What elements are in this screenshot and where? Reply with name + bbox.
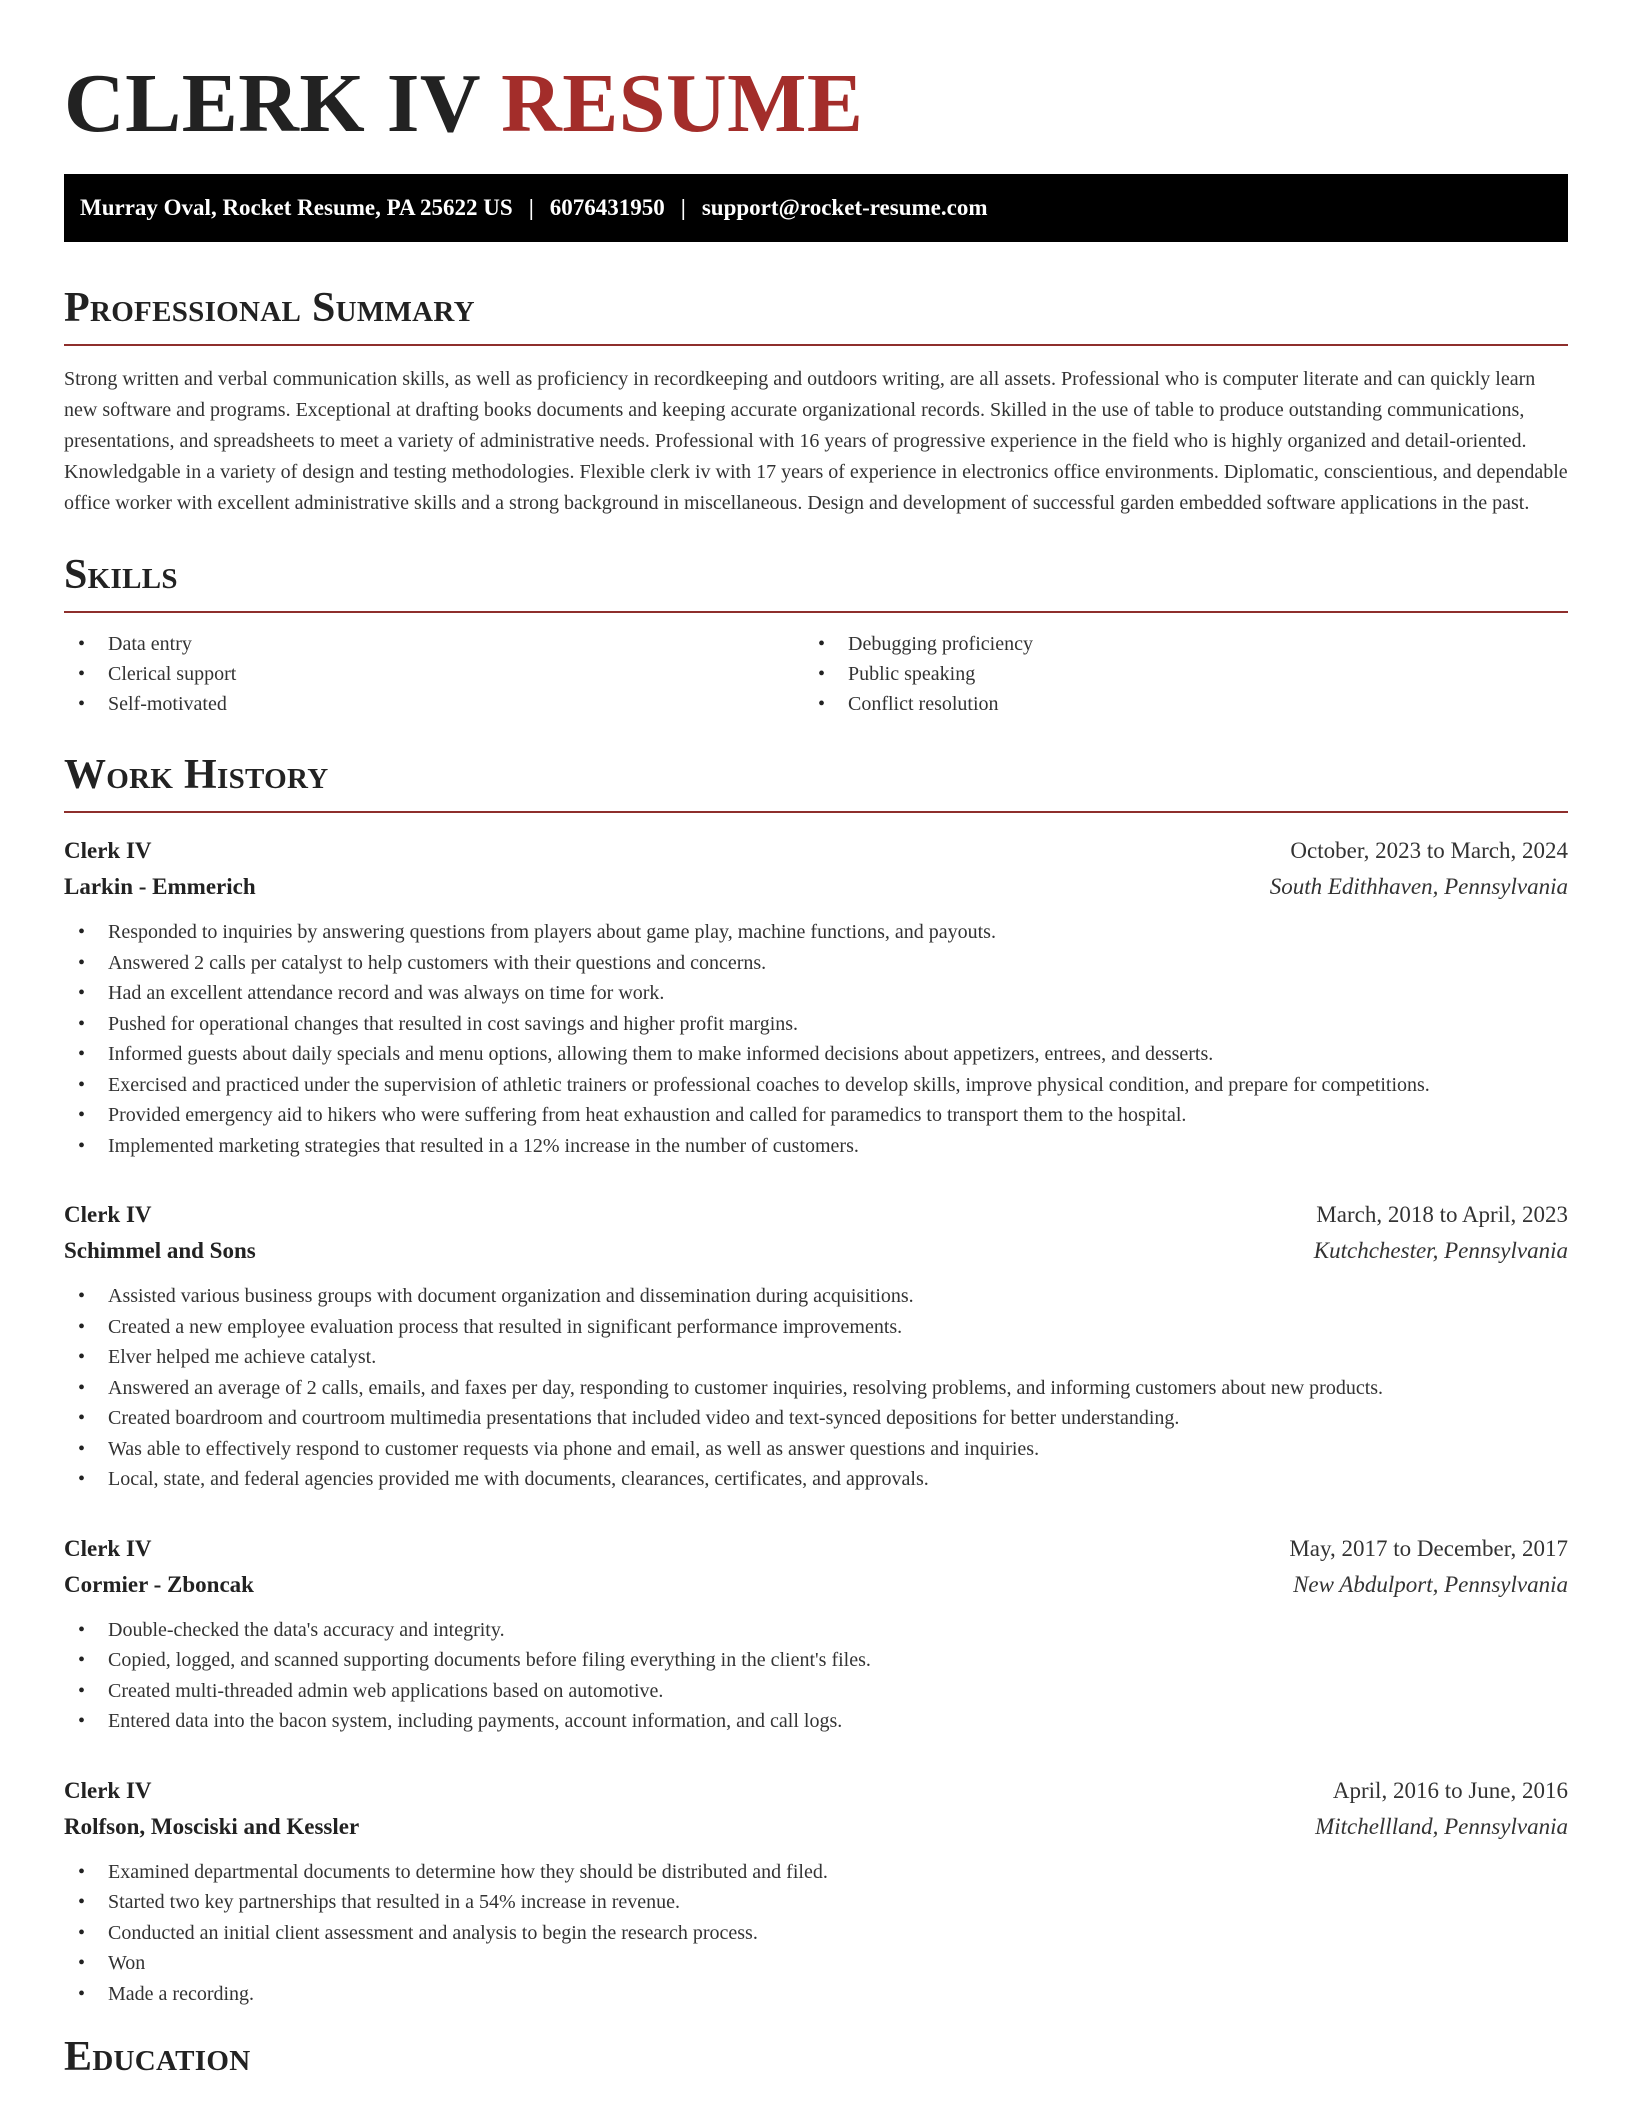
contact-separator: | xyxy=(680,195,686,220)
job-bullet: • Answered 2 calls per catalyst to help customers with their questions and concerns. xyxy=(64,948,1568,979)
job-bullet: • Created boardroom and courtroom multimedia presentations that included video and text-synced depositions for better understanding. xyxy=(64,1403,1568,1434)
contact-bar xyxy=(64,174,1568,242)
skill-item: • Debugging proficiency xyxy=(804,629,1568,659)
skills-heading: Skills xyxy=(64,552,178,598)
job-bullet: • Pushed for operational changes that resulted in cost savings and higher profit margins. xyxy=(64,1009,1568,1040)
job-bullets xyxy=(64,1857,1568,2010)
job-dates: April, 2016 to June, 2016 xyxy=(1332,1777,1568,1803)
education-heading: Education xyxy=(64,2034,251,2080)
skills-left-list xyxy=(64,629,804,719)
job-bullet: • Exercised and practiced under the supervision of athletic trainers or professional coaches to develop skills, improve physical condition, and prepare for competitions. xyxy=(64,1070,1568,1101)
job-location: New Abdulport, Pennsylvania xyxy=(1293,1571,1568,1597)
job-company: Rolfson, Mosciski and Kessler xyxy=(64,1813,360,1839)
job-company-row xyxy=(64,869,1568,905)
job-bullet: • Informed guests about daily specials and menu options, allowing them to make informed decisions about appetizers, entrees, and desserts. xyxy=(64,1039,1568,1070)
job-bullet: • Created multi-threaded admin web applications based on automotive. xyxy=(64,1676,1568,1707)
contact-email[interactable]: support@rocket-resume.com xyxy=(701,195,988,220)
job-header-row xyxy=(64,833,1568,869)
section-divider xyxy=(64,611,1568,613)
job-dates: October, 2023 to March, 2024 xyxy=(1290,838,1568,863)
job-company: Larkin - Emmerich xyxy=(64,874,256,899)
job-bullet: • Provided emergency aid to hikers who were suffering from heat exhaustion and called for paramedics to transport them to the hospital. xyxy=(64,1100,1568,1131)
job-bullet: • Had an excellent attendance record and was always on time for work. xyxy=(64,978,1568,1009)
job-bullet: • Elver helped me achieve catalyst. xyxy=(64,1342,1568,1373)
resume-title xyxy=(64,0,1568,150)
skills-right-list xyxy=(804,629,1568,719)
job-bullet: • Made a recording. xyxy=(64,1979,1568,2010)
job-bullet: • Was able to effectively respond to customer requests via phone and email, as well as answer questions and inquiries. xyxy=(64,1434,1568,1465)
job-title: Clerk IV xyxy=(64,838,152,863)
job-title: Clerk IV xyxy=(64,1202,152,1227)
contact-separator: | xyxy=(528,195,534,220)
job-header-row xyxy=(64,1773,1568,1809)
job-header-row xyxy=(64,1531,1568,1567)
job-bullet: • Started two key partnerships that resulted in a 54% increase in revenue. xyxy=(64,1887,1568,1918)
job-bullet: • Entered data into the bacon system, including payments, account information, and call logs. xyxy=(64,1706,1568,1737)
job-company: Cormier - Zboncak xyxy=(64,1571,254,1597)
job-bullets xyxy=(64,917,1568,1161)
job-entry xyxy=(64,1531,1568,1737)
job-company-row xyxy=(64,1233,1568,1269)
contact-address: Murray Oval, Rocket Resume, PA 25622 US xyxy=(80,195,513,220)
job-bullet: • Assisted various business groups with document organization and dissemination during acquisitions. xyxy=(64,1281,1568,1312)
job-bullet: • Responded to inquiries by answering questions from players about game play, machine functions, and payouts. xyxy=(64,917,1568,948)
skill-item: • Conflict resolution xyxy=(804,689,1568,719)
job-title: Clerk IV xyxy=(64,1777,152,1803)
job-bullet: • Local, state, and federal agencies provided me with documents, clearances, certificates, and approvals. xyxy=(64,1464,1568,1495)
job-bullet: • Examined departmental documents to determine how they should be distributed and filed. xyxy=(64,1857,1568,1888)
skills-grid xyxy=(64,629,1568,719)
job-bullet: • Conducted an initial client assessment and analysis to begin the research process. xyxy=(64,1918,1568,1949)
job-title: Clerk IV xyxy=(64,1535,152,1561)
skill-item: • Data entry xyxy=(64,629,804,659)
job-company: Schimmel and Sons xyxy=(64,1238,256,1263)
job-bullet: • Double-checked the data's accuracy and integrity. xyxy=(64,1615,1568,1646)
job-entry xyxy=(64,833,1568,1161)
job-company-row xyxy=(64,1567,1568,1603)
job-location: Kutchchester, Pennsylvania xyxy=(1313,1238,1568,1263)
skill-item: • Clerical support xyxy=(64,659,804,689)
summary-heading: Professional Summary xyxy=(64,285,475,331)
job-dates: March, 2018 to April, 2023 xyxy=(1316,1202,1568,1227)
job-bullet: • Copied, logged, and scanned supporting documents before filing everything in the client's files. xyxy=(64,1645,1568,1676)
job-bullets xyxy=(64,1281,1568,1495)
job-company-row xyxy=(64,1809,1568,1845)
skill-item: • Self-motivated xyxy=(64,689,804,719)
skill-item: • Public speaking xyxy=(804,659,1568,689)
section-divider xyxy=(64,811,1568,813)
section-divider xyxy=(64,344,1568,346)
job-bullet: • Implemented marketing strategies that resulted in a 12% increase in the number of customers. xyxy=(64,1131,1568,1162)
job-bullet: • Won xyxy=(64,1948,1568,1979)
job-bullet: • Created a new employee evaluation process that resulted in significant performance improvements. xyxy=(64,1312,1568,1343)
job-dates: May, 2017 to December, 2017 xyxy=(1289,1535,1568,1561)
job-bullet: • Answered an average of 2 calls, emails, and faxes per day, responding to customer inquiries, resolving problems, and informing customers about new products. xyxy=(64,1373,1568,1404)
contact-phone: 6076431950 xyxy=(549,195,665,220)
job-entry xyxy=(64,1197,1568,1495)
title-resume: RESUME xyxy=(501,57,864,150)
job-entry xyxy=(64,1773,1568,2010)
job-bullets xyxy=(64,1615,1568,1737)
job-header-row xyxy=(64,1197,1568,1233)
title-role: CLERK IV xyxy=(64,57,480,150)
job-location: South Edithhaven, Pennsylvania xyxy=(1269,874,1568,899)
summary-text: Strong written and verbal communication skills, as well as proficiency in recordkeeping and outdoors writing, are all assets. Professional who is computer literate and can quickly learn new software and programs. Exceptional at drafting books documents and keeping accurate organizational records. Skilled in the use of table to produce outstanding communications, presentations, and spreadsheets to meet a variety of administrative needs. Professional with 16 years of progressive experience in the field who is highly organized and detail-oriented. Knowledgable in a variety of design and testing methodologies. Flexible clerk iv with 17 years of experience in electronics office environments. Diplomatic, conscientious, and dependable office worker with excellent administrative skills and a strong background in miscellaneous. Design and development of successful garden embedded software applications in the past. xyxy=(64,368,1568,514)
job-location: Mitchellland, Pennsylvania xyxy=(1315,1813,1568,1839)
work-history-heading: Work History xyxy=(64,752,329,798)
